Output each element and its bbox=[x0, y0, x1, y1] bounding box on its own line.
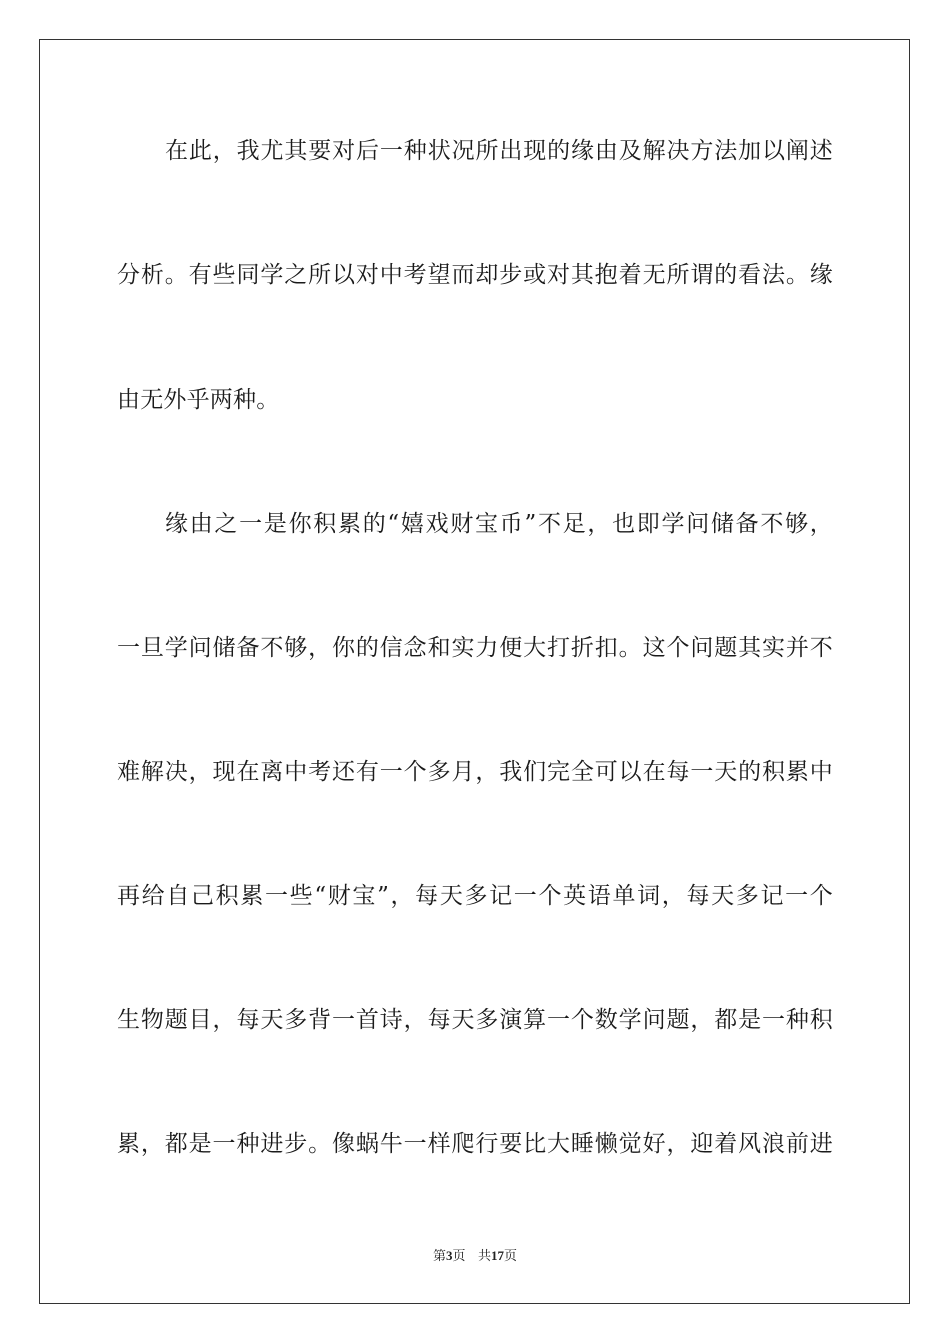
page-footer bbox=[0, 1248, 950, 1265]
paragraph-2-line-6: 累，都是一种进步。像蜗牛一样爬行要比大睡懒觉好，迎着风浪前进 bbox=[117, 1131, 833, 1157]
paragraph-2-line-4: 再给自己积累一些“财宝”，每天多记一个英语单词，每天多记一个 bbox=[117, 883, 833, 909]
footer-page-prefix: 第 bbox=[433, 1249, 447, 1264]
footer-total-prefix: 共 bbox=[477, 1249, 491, 1264]
paragraph-2-line-5: 生物题目，每天多背一首诗，每天多演算一个数学问题，都是一种积 bbox=[117, 1007, 833, 1033]
page-border bbox=[39, 39, 910, 1304]
paragraph-1-line-1: 在此，我尤其要对后一种状况所出现的缘由及解决方法加以阐述 bbox=[165, 138, 833, 164]
footer-page-number: 3 bbox=[446, 1248, 453, 1263]
paragraph-1-line-2: 分析。有些同学之所以对中考望而却步或对其抱着无所谓的看法。缘 bbox=[117, 262, 833, 288]
footer-total-pages: 17 bbox=[490, 1248, 504, 1263]
paragraph-2-line-1: 缘由之一是你积累的“嬉戏财宝币”不足，也即学问储备不够， bbox=[165, 511, 833, 537]
paragraph-2-line-3: 难解决，现在离中考还有一个多月，我们完全可以在每一天的积累中 bbox=[117, 759, 833, 785]
footer-total-suffix: 页 bbox=[503, 1249, 517, 1264]
paragraph-1-line-3: 由无外乎两种。 bbox=[117, 387, 280, 413]
footer-page-suffix: 页 bbox=[452, 1249, 466, 1264]
paragraph-2-line-2: 一旦学问储备不够，你的信念和实力便大打折扣。这个问题其实并不 bbox=[117, 635, 833, 661]
